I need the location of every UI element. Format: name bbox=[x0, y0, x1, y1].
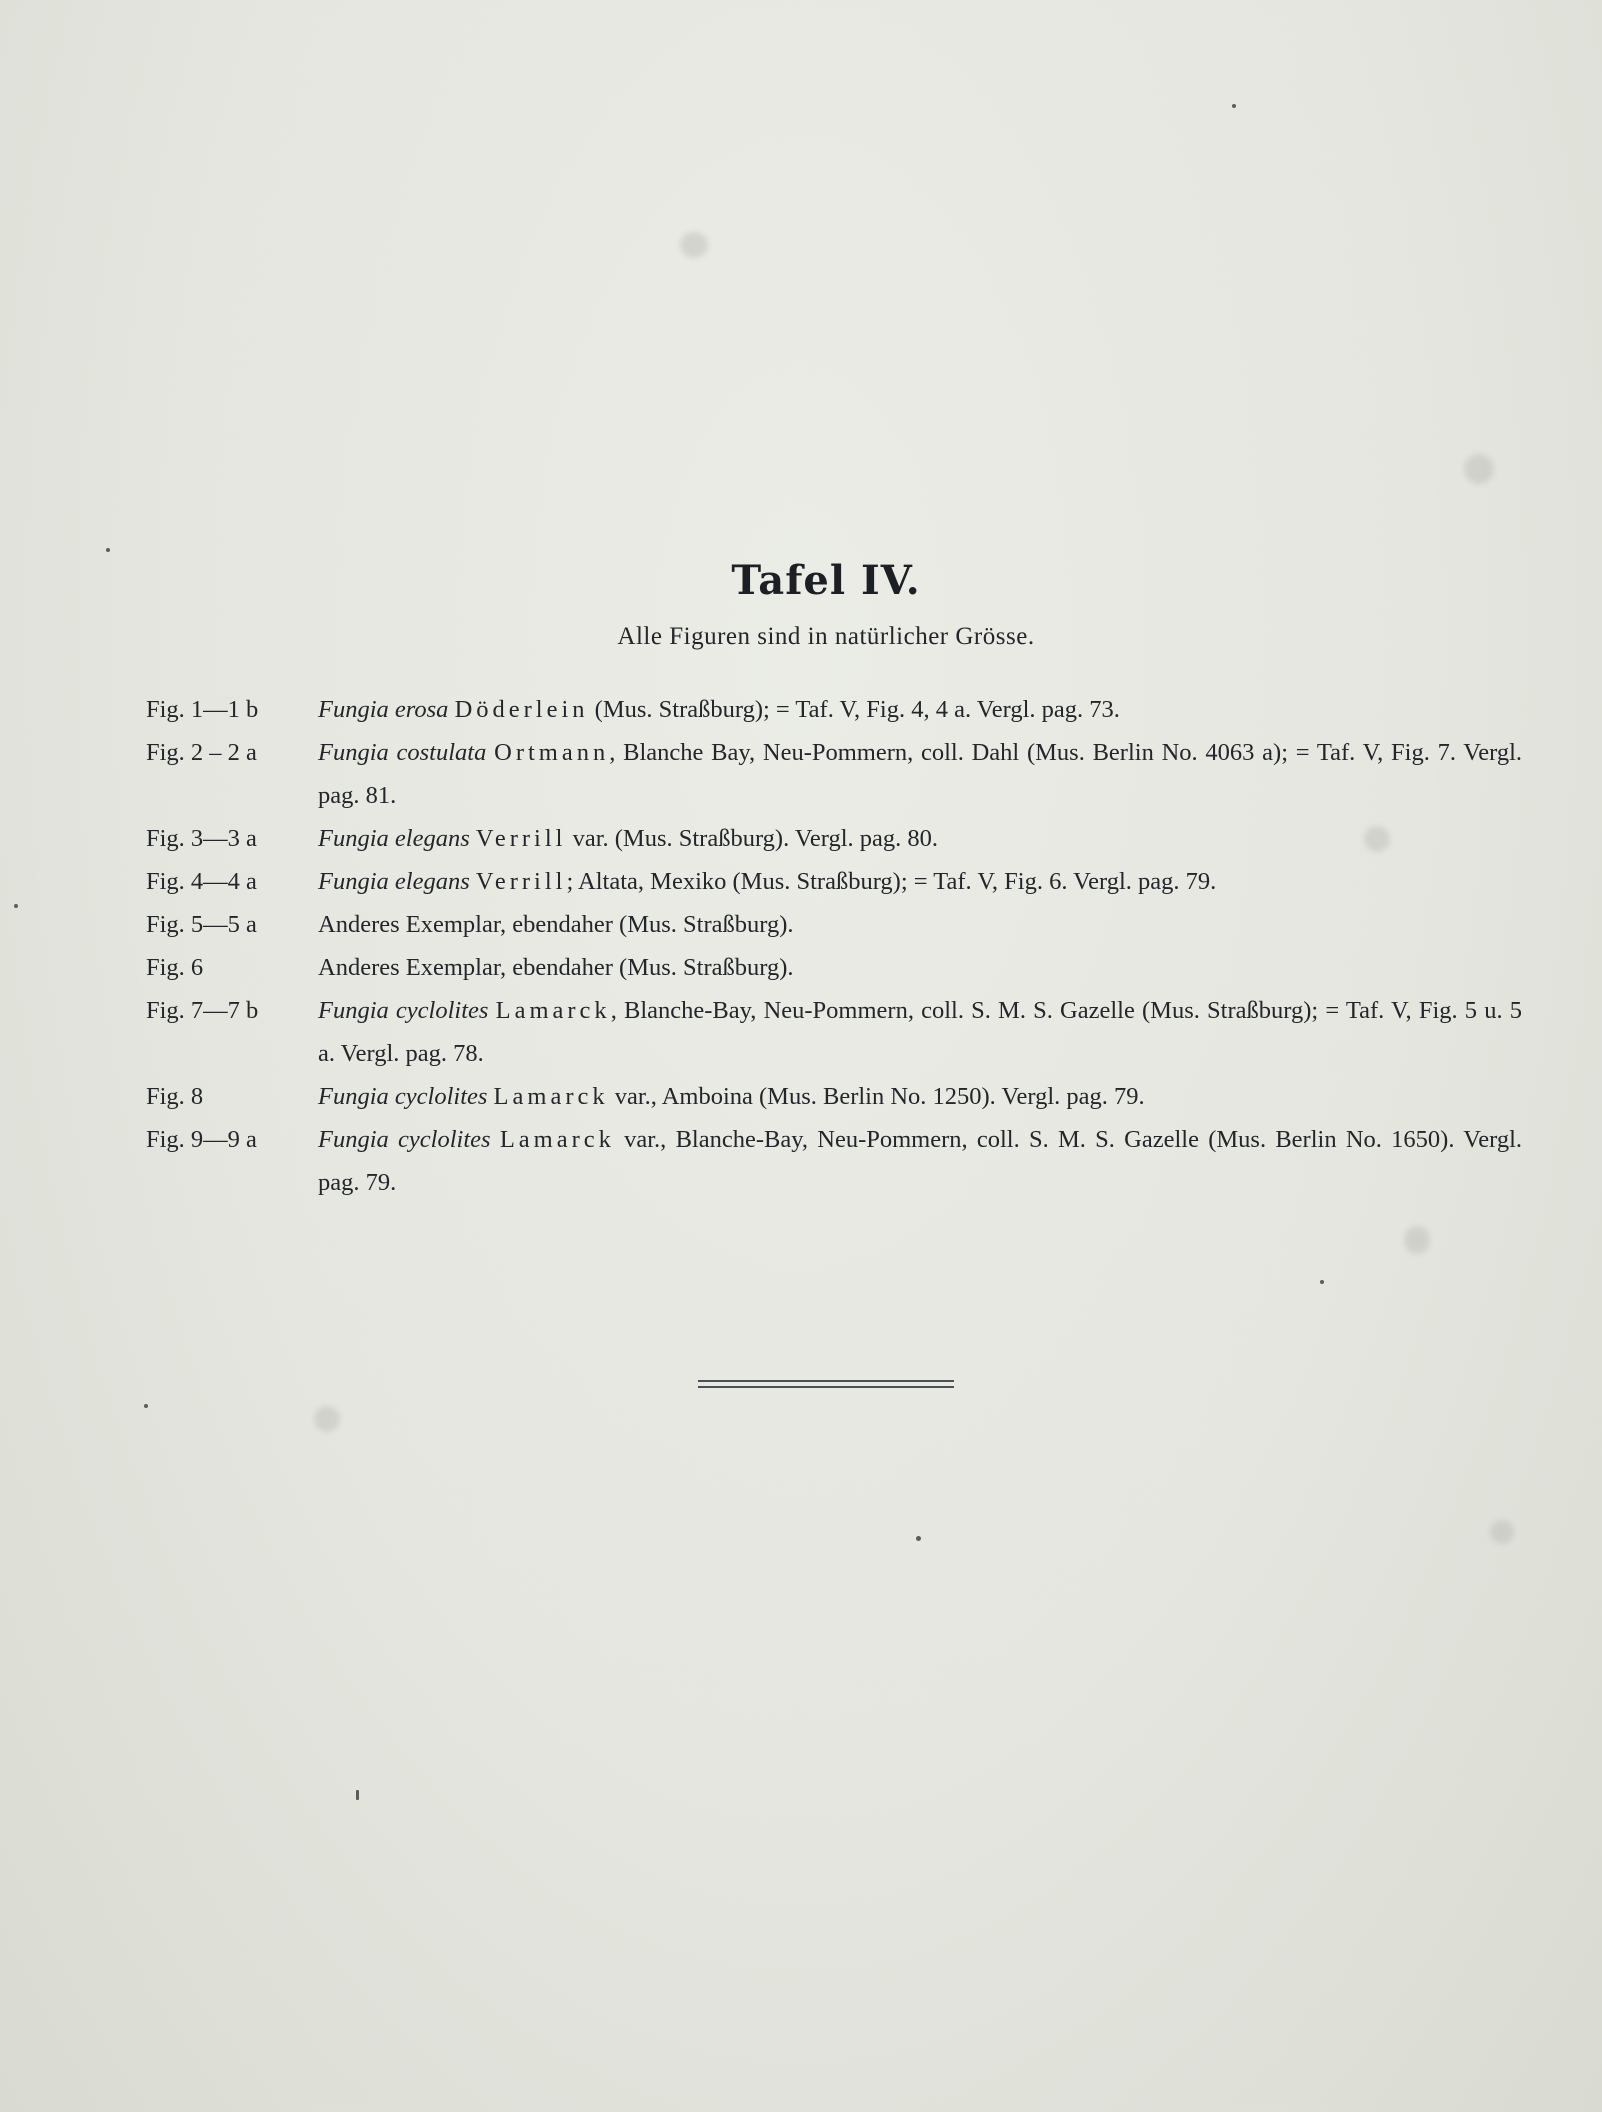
paper-dot bbox=[1320, 1280, 1324, 1284]
figure-number: Fig. 4—4 a bbox=[146, 868, 257, 895]
legend-entry bbox=[146, 1075, 1522, 1118]
figure-description bbox=[318, 817, 1522, 860]
figure-number: Fig. 2 – 2 a bbox=[146, 739, 257, 766]
description-text: var., Blanche-Bay, Neu-Pommern, coll. S. M. S. Gazelle (Mus. Berlin No. 1650). Vergl. pag. 79. bbox=[318, 1126, 1523, 1196]
author-name: Verrill bbox=[475, 868, 567, 895]
paper-dot bbox=[106, 548, 110, 552]
figure-number: Fig. 7—7 b bbox=[146, 997, 259, 1024]
author-name: Döderlein bbox=[454, 696, 589, 723]
plate-title: Tafel IV. bbox=[731, 556, 921, 604]
figure-description bbox=[318, 1118, 1522, 1204]
description-text: ; Altata, Mexiko (Mus. Straßburg); = Taf. V, Fig. 6. Vergl. pag. 79. bbox=[566, 868, 1217, 895]
author-name: Lamarck bbox=[495, 997, 611, 1024]
figure-description bbox=[318, 688, 1522, 731]
legend-entry bbox=[146, 860, 1522, 903]
species-name: Fungia cyclolites bbox=[318, 1083, 488, 1110]
paper-speck bbox=[314, 1406, 340, 1432]
legend-entry bbox=[146, 731, 1522, 817]
figure-description: Anderes Exemplar, ebendaher (Mus. Straßburg). bbox=[318, 911, 794, 938]
figure-number: Fig. 9—9 a bbox=[146, 1126, 257, 1153]
species-name: Fungia erosa bbox=[318, 696, 449, 723]
paper-speck bbox=[1490, 1520, 1514, 1544]
description-text: (Mus. Straßburg); = Taf. V, Fig. 4, 4 a. Vergl. pag. 73. bbox=[588, 696, 1120, 723]
species-name: Fungia elegans bbox=[318, 825, 470, 852]
paper-speck bbox=[680, 232, 708, 258]
species-name: Fungia elegans bbox=[318, 868, 470, 895]
paper-speck bbox=[1404, 1226, 1430, 1254]
figure-description bbox=[318, 860, 1522, 903]
paper-dot bbox=[144, 1404, 148, 1408]
description-text: var. (Mus. Straßburg). Vergl. pag. 80. bbox=[566, 825, 939, 852]
figure-number: Fig. 8 bbox=[146, 1083, 204, 1110]
species-name: Fungia costulata bbox=[318, 739, 487, 766]
plate-subtitle: Alle Figuren sind in natürlicher Grösse. bbox=[617, 623, 1035, 650]
description-text: , Blanche Bay, Neu-Pommern, coll. Dahl (Mus. Berlin No. 4063 a); = Taf. V, Fig. 7. Vergl. pag. 81. bbox=[318, 739, 1523, 809]
legend-entry bbox=[146, 989, 1522, 1075]
paper-dot bbox=[356, 1790, 359, 1800]
figure-number: Fig. 1—1 b bbox=[146, 696, 259, 723]
figure-description bbox=[318, 989, 1522, 1075]
author-name: Lamarck bbox=[493, 1083, 609, 1110]
description-text: var., Amboina (Mus. Berlin No. 1250). Vergl. pag. 79. bbox=[608, 1083, 1145, 1110]
figure-description: Anderes Exemplar, ebendaher (Mus. Straßburg). bbox=[318, 954, 794, 981]
figure-description bbox=[318, 731, 1522, 817]
species-name: Fungia cyclolites bbox=[318, 1126, 491, 1153]
legend-entry bbox=[146, 688, 1522, 731]
author-name: Ortmann bbox=[494, 739, 610, 766]
paper-dot bbox=[916, 1536, 921, 1541]
double-rule-divider bbox=[698, 1380, 954, 1388]
author-name: Verrill bbox=[475, 825, 567, 852]
figure-legend bbox=[146, 688, 1522, 1204]
figure-number: Fig. 6 bbox=[146, 954, 204, 981]
paper-speck bbox=[1464, 454, 1494, 484]
legend-entry bbox=[146, 1118, 1522, 1204]
figure-number: Fig. 5—5 a bbox=[146, 911, 257, 938]
description-text: , Blanche-Bay, Neu-Pommern, coll. S. M. S. Gazelle (Mus. Straßburg); = Taf. V, Fig. 5 u. 5 a. Vergl. pag. 78. bbox=[318, 997, 1522, 1067]
figure-description bbox=[318, 1075, 1522, 1118]
paper-dot bbox=[14, 904, 18, 908]
paper-dot bbox=[1232, 104, 1236, 108]
species-name: Fungia cyclolites bbox=[318, 997, 489, 1024]
legend-entry bbox=[146, 903, 1522, 946]
figure-number: Fig. 3—3 a bbox=[146, 825, 257, 852]
legend-entry bbox=[146, 946, 1522, 989]
legend-entry bbox=[146, 817, 1522, 860]
author-name: Lamarck bbox=[499, 1126, 615, 1153]
